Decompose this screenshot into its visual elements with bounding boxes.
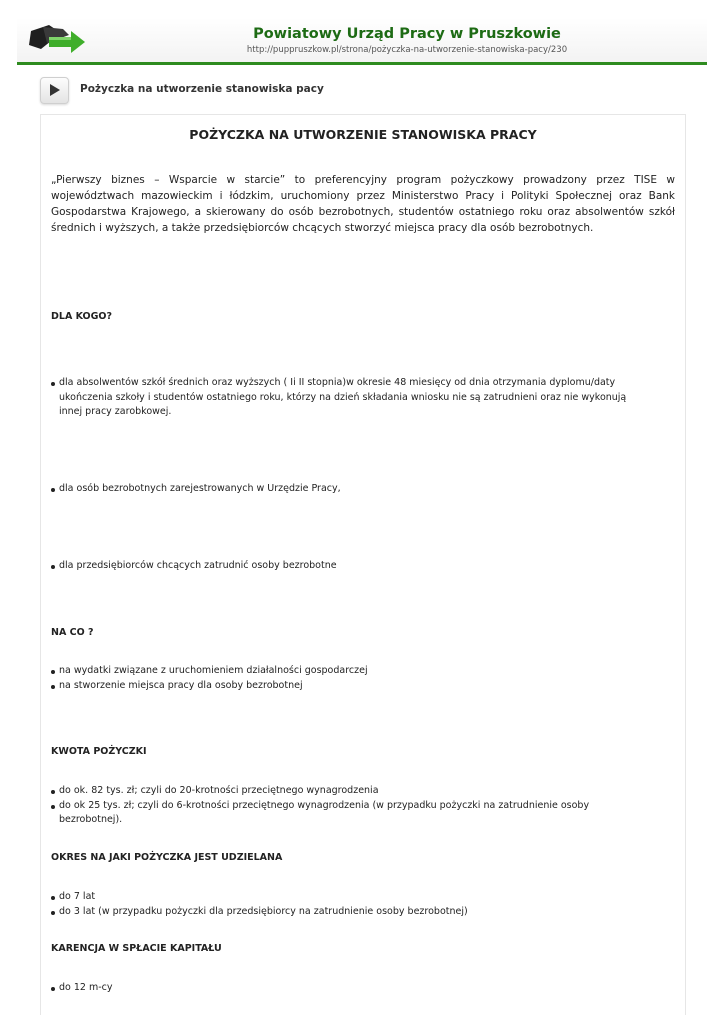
section-heading-dla-kogo: DLA KOGO?	[51, 311, 112, 322]
section-heading-karencja: KARENCJA W SPŁACIE KAPITAŁU	[51, 943, 222, 954]
list-dla-kogo-3	[51, 559, 651, 574]
site-logo[interactable]	[27, 21, 87, 55]
list-item: na wydatki związane z uruchomieniem działalności gospodarczej	[51, 664, 651, 679]
article-title: POŻYCZKA NA UTWORZENIE STANOWISKA PRACY	[189, 127, 537, 142]
list-na-co	[51, 664, 651, 693]
breadcrumb-arrow-icon	[40, 77, 69, 104]
list-item: do ok. 82 tys. zł; czyli do 20-krotności przeciętnego wynagrodzenia	[51, 784, 651, 799]
list-item: do 3 lat (w przypadku pożyczki dla przedsiębiorcy na zatrudnienie osoby bezrobotnej)	[51, 905, 651, 920]
list-item: dla osób bezrobotnych zarejestrowanych w Urzędzie Pracy,	[51, 482, 651, 497]
site-header	[17, 18, 707, 65]
site-title[interactable]: Powiatowy Urząd Pracy w Pruszkowie	[253, 26, 561, 42]
page-url: http://puppruszkow.pl/strona/pożyczka-na-utworzenie-stanowiska-pacy/230	[246, 45, 568, 55]
section-heading-na-co: NA CO ?	[51, 627, 94, 638]
article-intro: „Pierwszy biznes – Wsparcie w starcie” to preferencyjny program pożyczkowy prowadzony przez TISE w województwach mazowieckim i łódzkim, uruchomiony przez Ministerstwo Pracy i Polityki Społecznej oraz Bank Gospodarstwa Krajowego, a skierowany do osób bezrobotnych, studentów ostatniego roku oraz absolwentów szkół średnich i wyższych, a także przedsiębiorców chcących stworzyć miejsca pracy dla osób bezrobotnych.	[51, 174, 675, 234]
list-item: na stworzenie miejsca pracy dla osoby bezrobotnej	[51, 679, 651, 694]
list-kwota	[51, 784, 651, 828]
list-item: dla absolwentów szkół średnich oraz wyższych ( Ii II stopnia)w okresie 48 miesięcy od dnia otrzymania dyplomu/daty ukończenia szkoły i studentów ostatniego roku, którzy na dzień składania wniosku nie są zatrudnieni oraz nie wykonują innej pracy zarobkowej.	[51, 376, 651, 420]
list-dla-kogo-1	[51, 376, 651, 420]
list-dla-kogo-2	[51, 482, 651, 497]
article-panel	[40, 114, 686, 1015]
section-heading-kwota: KWOTA POŻYCZKI	[51, 746, 147, 757]
list-item: do 12 m-cy	[51, 981, 651, 996]
list-item: dla przedsiębiorców chcących zatrudnić osoby bezrobotne	[51, 559, 651, 574]
list-okres	[51, 890, 651, 919]
list-karencja	[51, 981, 651, 996]
list-item: do ok 25 tys. zł; czyli do 6-krotności przeciętnego wynagrodzenia (w przypadku pożyczki na zatrudnienie osoby bezrobotnej).	[51, 799, 651, 828]
breadcrumb-title: Pożyczka na utworzenie stanowiska pacy	[80, 83, 324, 95]
section-heading-okres: OKRES NA JAKI POŻYCZKA JEST UDZIELANA	[51, 852, 283, 863]
list-item: do 7 lat	[51, 890, 651, 905]
